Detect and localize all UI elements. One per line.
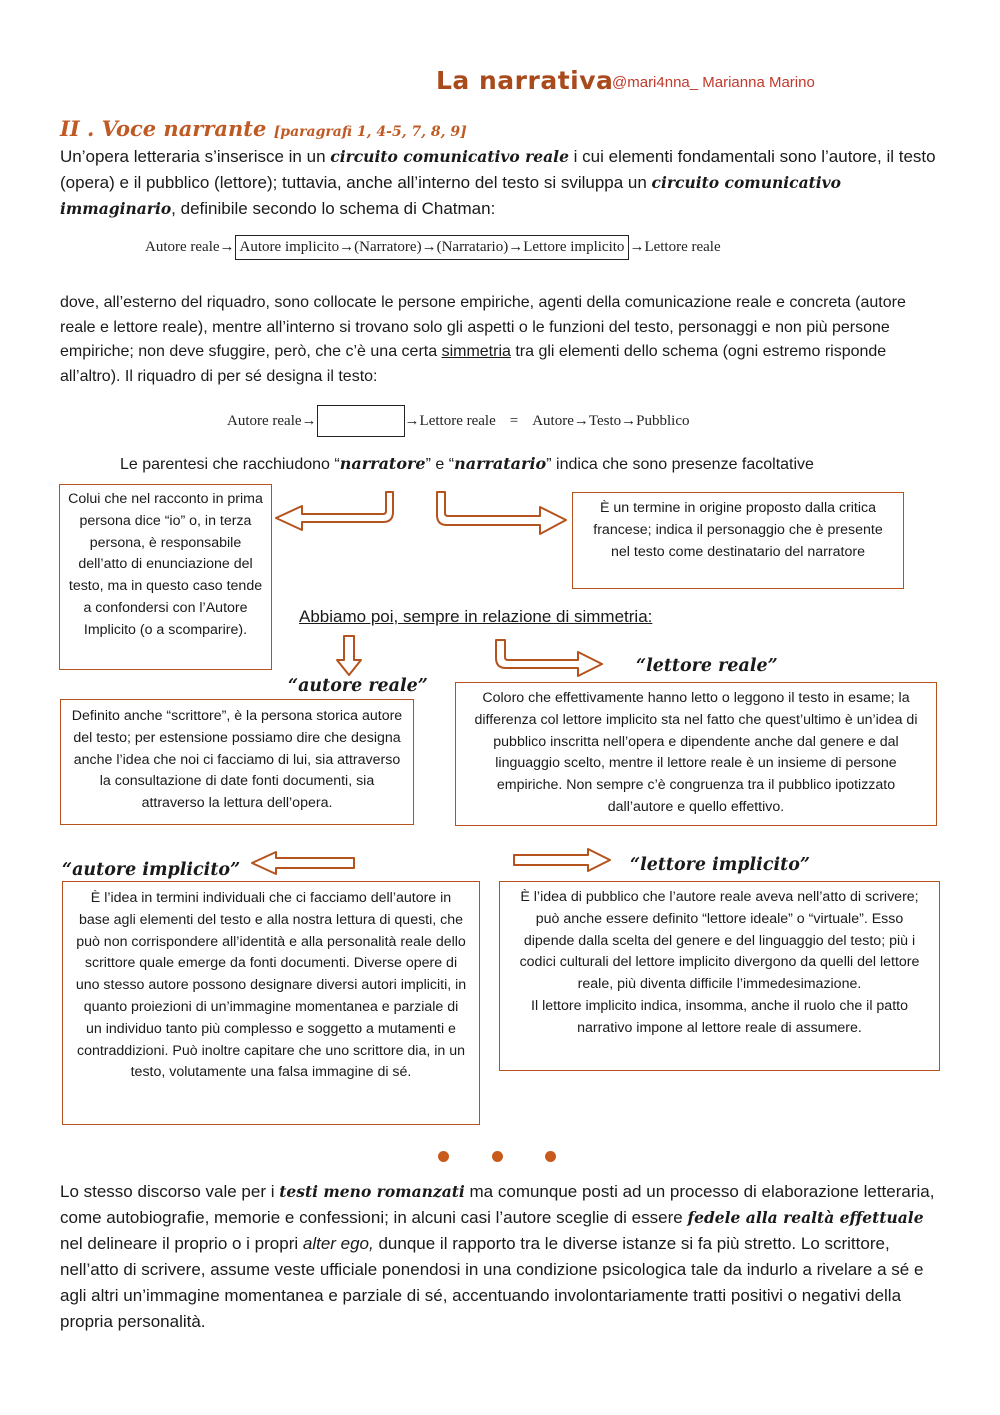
arrow-icon: →: [301, 412, 317, 429]
arrow-icon: →: [508, 239, 524, 255]
label-autore-reale: “autore reale”: [288, 676, 428, 696]
scheme-autore-reale: Autore reale: [145, 239, 220, 255]
label-lettore-implicito: “lettore implicito”: [630, 855, 810, 875]
arrow-icon: →: [339, 239, 355, 255]
autore-implicito-box: È l’idea in termini individuali che ci facciamo dell’autore in base agli elementi del testo e alla nostra lettura di questi, che può non corrispondere all’identità e alla personalità reale dello scrittore quale emerge da fonti documenti. Diverse opere di uno stesso autore possono designare diversi autori impliciti, in quanto proiezioni di un’immagine momentanea e parziale di un individuo tanto più complesso e soggetto a mutamenti e contraddizioni. Può inoltre capitare che uno scrittore dia, in un testo, volutamente una falsa immagine di sé.: [62, 881, 480, 1125]
parens-text-1: Le parentesi che racchiudono “: [120, 456, 340, 473]
scheme2-testo: Testo: [588, 412, 622, 429]
parens-text-2: ” e “: [425, 456, 455, 473]
closing-highlight-2: fedele alla realtà effettuale: [687, 1208, 924, 1227]
scheme-autore-implicito: Autore implicito: [239, 239, 340, 255]
scheme-narratore: (Narratore): [354, 239, 422, 255]
parens-text-3: ” indica che sono presenze facoltative: [546, 456, 814, 473]
separator-dot-icon: [438, 1151, 449, 1162]
scheme2-lettore-reale: Lettore reale: [419, 412, 496, 429]
scheme2-autore-reale: Autore reale: [227, 412, 302, 429]
closing-highlight-1: testi meno romanzati: [279, 1182, 465, 1201]
para2-text-1: dove, all’esterno del riquadro, sono collocate le persone empiriche, agenti della comunicazione reale e concreta (autore reale e lettore reale), mentre all’interno si trovano solo gli aspetti o le funzioni del testo, personaggi e non più persone empiriche; non deve sfuggire, però, che c’è una certa: [60, 294, 906, 360]
scheme-lettore-implicito: Lettore implicito: [523, 239, 625, 255]
closing-italic: alter ego,: [302, 1234, 374, 1253]
para2-underline: simmetria: [441, 343, 511, 360]
scheme2-pubblico: Pubblico: [636, 412, 690, 429]
closing-text-4: dunque il rapporto tra le diverse istanze si fa più stretto. Lo scrittore, nell’atto di scrivere, assume veste ufficiale ponendosi in una condizione psicologica tale da indurlo a rivelare a sé e agli altri un’immagine momentanea e parziale di sé, accentuando involontariamente tratti positivi o negativi della propria personalità.: [60, 1234, 924, 1331]
scheme2-autore: Autore: [532, 412, 574, 429]
symmetry-heading: Abbiamo poi, sempre in relazione di simmetria:: [299, 607, 653, 626]
intro-highlight-1: circuito comunicativo reale: [330, 147, 569, 166]
narratario-box: È un termine in origine proposto dalla critica francese; indica il personaggio che è presente nel testo come destinatario del narratore: [572, 492, 904, 589]
lettore-implicito-text-1: È l’idea di pubblico che l’autore reale aveva nell’atto di scrivere; può anche essere definito “lettore ideale” o “virtuale”. Esso dipende dalla scelta del genere e del linguaggio del testo; più i codici culturali del lettore implicito divergono da quelli del lettore reale, più diventa difficile l’immedesimazione.: [519, 889, 920, 993]
author-credit: @mari4nna_ Marianna Marino: [612, 74, 815, 91]
lettore-implicito-text-2: Il lettore implicito indica, insomma, anche il ruolo che il patto narrativo impone al lettore reale di assumere.: [531, 997, 908, 1036]
intro-text-2: i cui elementi fondamentali sono l’autore, il testo (opera) e il pubblico (lettore); tuttavia, anche all’interno del testo si sviluppa un: [60, 147, 936, 192]
arrow-left-narratore-icon: [276, 492, 393, 530]
intro-text-3: , definibile secondo lo schema di Chatman:: [171, 199, 496, 218]
page-title: La narrativa: [436, 66, 614, 95]
closing-paragraph: [60, 1179, 945, 1335]
section-number: II .: [60, 116, 95, 141]
closing-text-2: ma comunque posti ad un processo di elaborazione letteraria, come autobiografie, memorie e confessioni; in alcuni casi l’autore sceglie di essere: [60, 1182, 935, 1227]
separator-dot-icon: [492, 1151, 503, 1162]
section-ref: [paragrafi 1, 4-5, 7, 8, 9]: [273, 124, 467, 140]
arrow-right-lettore-reale-icon: [496, 640, 602, 676]
closing-text-1: Lo stesso discorso vale per i: [60, 1182, 280, 1201]
scheme-narratario: (Narratario): [436, 239, 509, 255]
arrow-left-autore-implicito-icon: [252, 852, 354, 874]
arrow-icon: →: [621, 412, 637, 429]
label-autore-implicito: “autore implicito”: [62, 860, 241, 880]
arrow-icon: →: [573, 412, 589, 429]
label-lettore-reale: “lettore reale”: [636, 656, 778, 676]
arrow-down-autore-reale-icon: [337, 636, 361, 675]
intro-highlight-2: circuito comunicativo immaginario: [60, 173, 842, 218]
intro-text-1: Un’opera letteraria s’inserisce in un: [60, 147, 331, 166]
section-title: Voce narrante: [101, 116, 267, 141]
arrow-icon: →: [219, 239, 235, 255]
para2-text-2: tra gli elementi dello schema (ogni estremo risponde all’altro). Il riquadro di per sé designa il testo:: [60, 343, 887, 385]
autore-reale-box: Definito anche “scrittore”, è la persona storica autore del testo; per estensione possiamo dire che designa anche l’idea che noi ci facciamo di lui, sia attraverso la consultazione di date fonti documenti, sia attraverso la lettura dell’opera.: [60, 699, 414, 825]
separator-dot-icon: [545, 1151, 556, 1162]
lettore-reale-box: Coloro che effettivamente hanno letto o leggono il testo in esame; la differenza col lettore implicito sta nel fatto che quest’ultimo è un’idea di pubblico inscritta nell’opera e dipendente anche dal genere e dal linguaggio scelto, mentre il lettore reale è un insieme di persone empiriche. Non sempre c’è congruenza tra il pubblico ipotizzato dall’autore e quello effettivo.: [455, 682, 937, 826]
arrow-right-lettore-implicito-icon: [514, 849, 610, 871]
arrow-icon: →: [421, 239, 437, 255]
narratore-box: Colui che nel racconto in prima persona dice “io” o, in terza persona, è responsabile dell’atto di enunciazione del testo, ma in questo caso tende a confondersi con l’Autore Implicito (o a scomparire).: [59, 484, 272, 670]
arrow-right-narratario-icon: [437, 492, 566, 534]
scheme-lettore-reale: Lettore reale: [644, 239, 721, 255]
scheme2-equals: =: [509, 412, 519, 429]
parens-narratario: narratario: [454, 454, 547, 473]
lettore-implicito-box: [499, 881, 940, 1071]
arrow-icon: →: [629, 239, 645, 255]
arrow-icon: →: [404, 412, 420, 429]
parens-narratore: narratore: [339, 454, 426, 473]
closing-text-3: nel delineare il proprio o i propri: [60, 1234, 303, 1253]
